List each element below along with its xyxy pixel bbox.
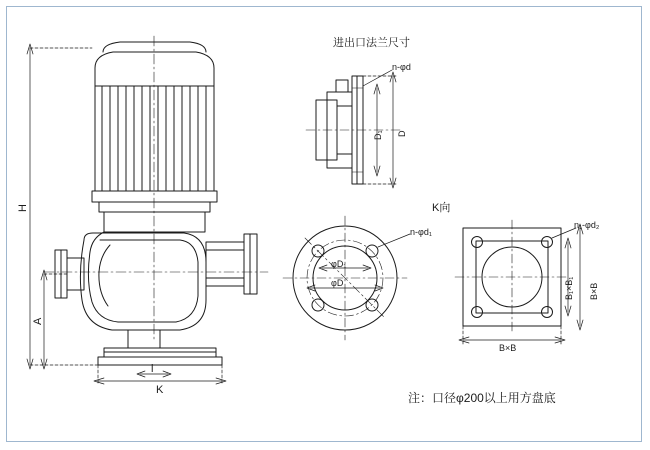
dimension-l [137, 371, 171, 377]
pump-casing [80, 232, 206, 330]
pump-base [98, 330, 222, 365]
dimension-label-l: l [151, 363, 154, 375]
motor-body [95, 86, 214, 191]
k-view-title: K向 [432, 202, 451, 214]
dimension-A [41, 270, 67, 369]
square-base-label-B-horizontal: B×B [499, 343, 517, 353]
motor-top-cover [95, 42, 214, 86]
drawing-note: 注：口径φ200以上用方盘底 [408, 391, 556, 405]
round-base-view [283, 216, 410, 340]
discharge-flange [206, 234, 257, 294]
dimension-label-H: H [17, 204, 29, 212]
round-base-label-phiD1: φD₁ [331, 259, 347, 269]
flange-section-view [306, 70, 402, 188]
flange-dimension-title: 进出口法兰尺寸 [333, 37, 410, 49]
flange-bolt-label: n-φd [392, 62, 411, 72]
square-base-label-B-vertical: B×B [589, 282, 599, 300]
flange-label-D1: D₁ [373, 130, 383, 140]
dimension-K [94, 365, 226, 385]
dimension-label-K: K [156, 384, 164, 396]
square-base-bolt-label: n₁-φd₂ [574, 220, 600, 230]
round-base-bolt-label: n-φd₁ [410, 227, 432, 237]
square-base-label-B1: B₁×B₁ [564, 276, 574, 300]
round-base-label-phiD: φD [331, 278, 344, 288]
dimension-label-A: A [32, 317, 44, 325]
flange-label-D: D [397, 130, 407, 137]
motor-bracket [92, 191, 217, 232]
